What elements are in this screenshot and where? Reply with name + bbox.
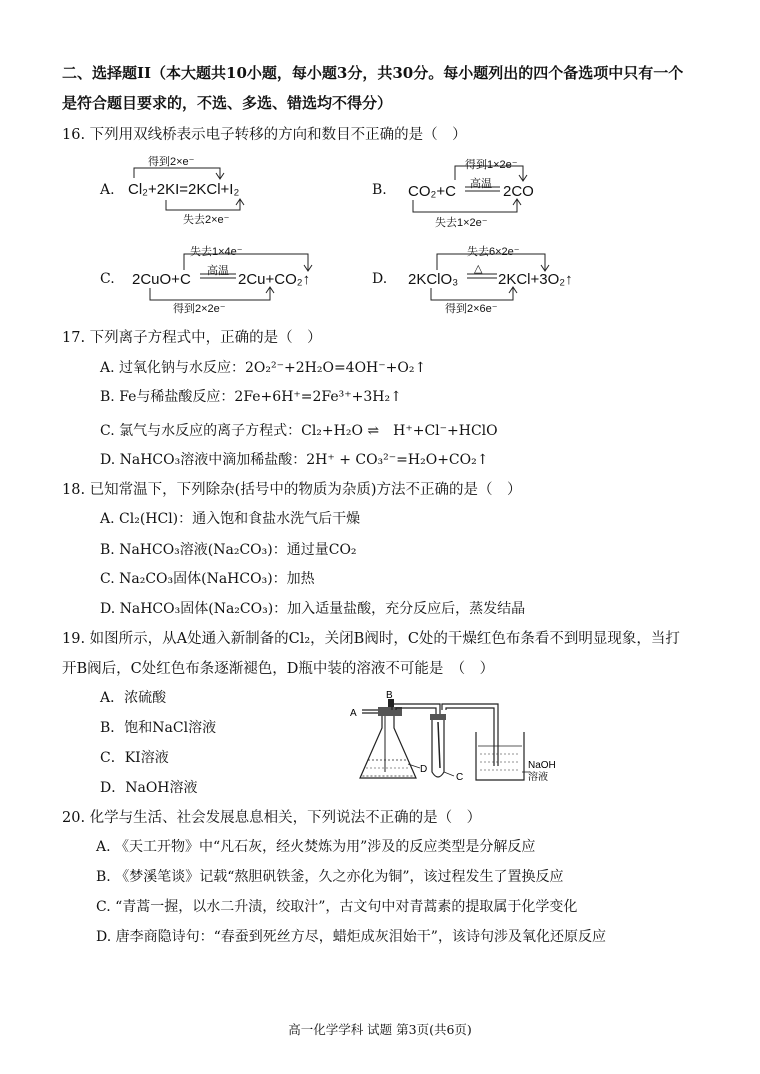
page-footer: 高一化学学科 试题 第3页(共6页) <box>288 1022 472 1037</box>
q18-stem: 18. 已知常温下，下列除杂(括号中的物质为杂质)方法不正确的是（ ） <box>62 482 522 498</box>
q16-d-top-label: 失去6×2e⁻ <box>467 246 520 258</box>
q16-c-bottom-label: 得到2×2e⁻ <box>173 303 226 315</box>
figure-beaker-label-1: NaOH <box>528 760 556 771</box>
q19-stem-line2: 开B阀后，C处红色布条逐渐褪色，D瓶中装的溶液不可能是 （ ） <box>62 661 495 677</box>
q16-b-condition: 高温 <box>470 178 492 190</box>
q19-option-b: B．饱和NaCl溶液 <box>100 720 217 736</box>
q16-stem: 16. 下列用双线桥表示电子转移的方向和数目不正确的是（ ） <box>62 127 467 143</box>
section-header-line1: 二、选择题II（本大题共10小题，每小题3分，共30分。每小题列出的四个备选项中只有一个 <box>62 64 684 82</box>
q16-d-left: 2KClO₃ <box>408 271 459 288</box>
q20-option-a: A. 《天工开物》中“凡石灰，经火焚炼为用”涉及的反应类型是分解反应 <box>96 839 536 855</box>
figure-beaker-label-2: 溶液 <box>528 772 548 783</box>
figure-label-c: C <box>456 772 464 783</box>
q16-a-letter: A. <box>100 182 115 198</box>
q19-option-d: D．NaOH溶液 <box>100 780 198 796</box>
q16-a-top-label: 得到2×e⁻ <box>148 156 195 168</box>
figure-label-d: D <box>420 764 428 775</box>
q16-c-top-label: 失去1×4e⁻ <box>190 246 243 258</box>
q20-option-d: D. 唐李商隐诗句：“春蚕到死丝方尽，蜡炬成灰泪始干”，该诗句涉及氧化还原反应 <box>96 929 606 945</box>
q17-stem: 17. 下列离子方程式中，正确的是（ ） <box>62 330 322 346</box>
q16-c-condition: 高温 <box>207 265 229 277</box>
q20-option-c: C. “青蒿一握，以水二升渍，绞取汁”，古文句中对青蒿素的提取属于化学变化 <box>96 899 578 915</box>
q16-b-top-label: 得到1×2e⁻ <box>465 159 518 171</box>
q16-b-right: 2CO <box>503 183 534 200</box>
q16-a-equation: Cl₂+2KI=2KCl+I₂ <box>128 181 240 198</box>
q16-d-bottom-label: 得到2×6e⁻ <box>445 303 498 315</box>
q19-option-c: C．KI溶液 <box>100 750 169 766</box>
q16-d-condition: △ <box>474 263 483 275</box>
q16-d-letter: D. <box>372 271 388 287</box>
q17-option-a: A. 过氧化钠与水反应：2O₂²⁻+2H₂O=4OH⁻+O₂↑ <box>100 360 427 376</box>
q19-stem-line1: 19. 如图所示，从A处通入新制备的Cl₂，关闭B阀时，C处的干燥红色布条看不到明显现象，当打 <box>62 631 680 647</box>
q18-option-c: C. Na₂CO₃固体(NaHCO₃)：加热 <box>100 571 315 587</box>
q16-b-bottom-label: 失去1×2e⁻ <box>435 217 488 229</box>
q18-option-a: A. Cl₂(HCl)：通入饱和食盐水洗气后干燥 <box>100 511 361 527</box>
figure-label-a: A <box>350 708 357 719</box>
q16-a-bottom-label: 失去2×e⁻ <box>183 214 230 226</box>
q19-option-a: A．浓硫酸 <box>100 690 167 706</box>
q17-option-d: D. NaHCO₃溶液中滴加稀盐酸：2H⁺ + CO₃²⁻=H₂O+CO₂↑ <box>100 452 489 468</box>
q17-option-b: B. Fe与稀盐酸反应：2Fe+6H⁺=2Fe³⁺+3H₂↑ <box>100 389 402 405</box>
q19-apparatus-figure <box>348 688 558 790</box>
q18-option-b: B. NaHCO₃溶液(Na₂CO₃)：通过量CO₂ <box>100 542 357 558</box>
q16-b-left: CO₂+C <box>408 183 456 200</box>
q16-b-letter: B. <box>372 182 387 198</box>
q20-stem: 20. 化学与生活、社会发展息息相关，下列说法不正确的是（ ） <box>62 810 482 826</box>
q16-d-right: 2KCl+3O₂↑ <box>498 271 573 288</box>
figure-label-b: B <box>386 690 393 701</box>
q18-option-d: D. NaHCO₃固体(Na₂CO₃)：加入适量盐酸，充分反应后，蒸发结晶 <box>100 601 526 617</box>
q16-c-right: 2Cu+CO₂↑ <box>238 271 311 288</box>
q17-option-c: C. 氯气与水反应的离子方程式：Cl₂+H₂O ⇌ H⁺+Cl⁻+HClO <box>100 423 498 439</box>
q20-option-b: B. 《梦溪笔谈》记载“熬胆矾铁釜，久之亦化为铜”，该过程发生了置换反应 <box>96 869 564 885</box>
q16-c-letter: C. <box>100 271 115 287</box>
section-header-line2: 是符合题目要求的，不选、多选、错选均不得分） <box>62 94 393 112</box>
q16-c-left: 2CuO+C <box>132 271 191 288</box>
